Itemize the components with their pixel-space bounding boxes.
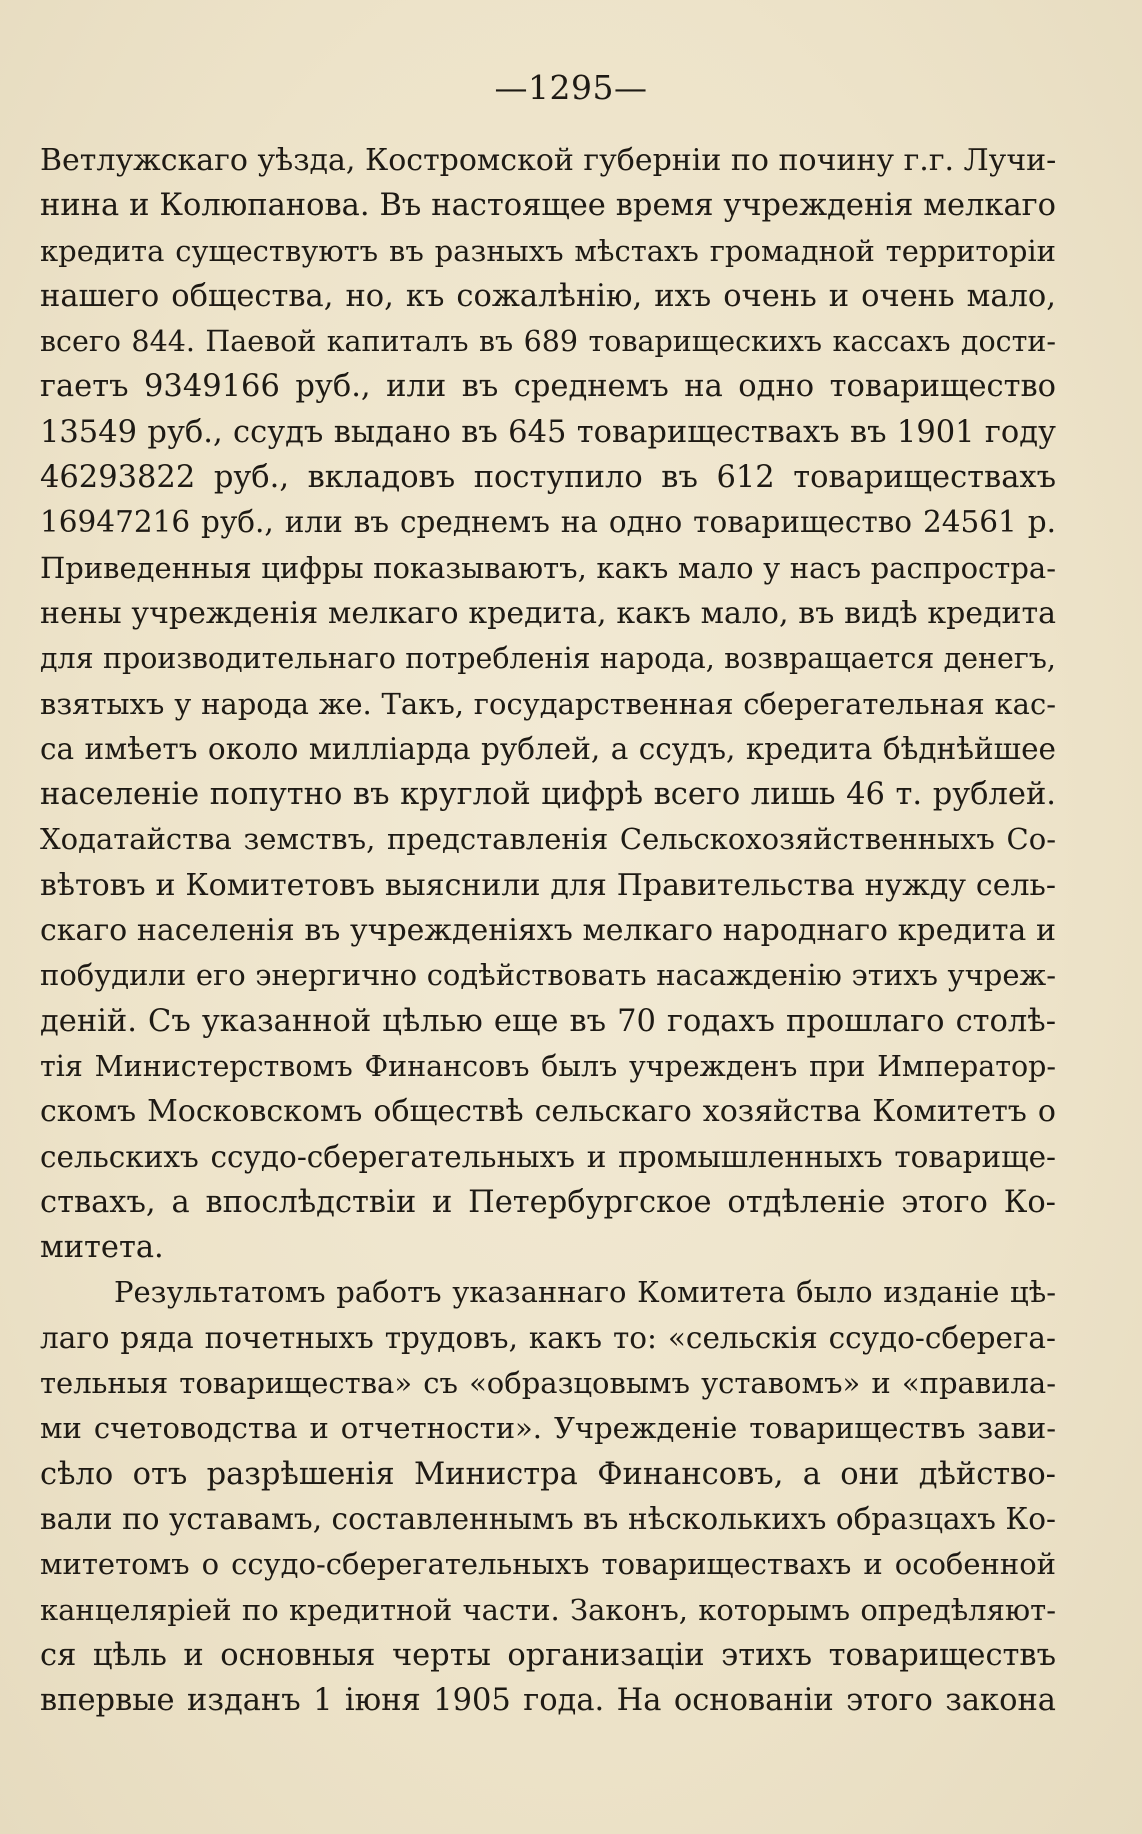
text-line: са имѣетъ около милліарда рублей, а ссудъ, кредита бѣднѣйшее xyxy=(40,731,1056,766)
text-line: вали по уставамъ, составленнымъ въ нѣсколькихъ образцахъ Ко- xyxy=(40,1501,1056,1536)
text-line: гаетъ 9349166 руб., или въ среднемъ на одно товарищество xyxy=(40,369,1056,405)
text-line: скомъ Московскомъ обществѣ сельскаго хозяйства Комитетъ о xyxy=(40,1094,1056,1130)
text-line: побудили его энергично содѣйствовать насажденію этихъ учреж- xyxy=(40,958,1056,993)
text-line: сельскихъ ссудо-сберегательныхъ и промышленныхъ товарище- xyxy=(40,1139,1056,1174)
text-line: 13549 руб., ссудъ выдано въ 645 товариществахъ въ 1901 году xyxy=(40,414,1056,450)
text-line: всего 844. Паевой капиталъ въ 689 товарищескихъ кассахъ дости- xyxy=(40,325,1056,359)
text-line: вѣтовъ и Комитетовъ выяснили для Правительства нужду сель- xyxy=(40,867,1056,903)
text-line: нашего общества, но, къ сожалѣнію, ихъ очень и очень мало, xyxy=(40,278,1056,314)
text-line: Приведенныя цифры показываютъ, какъ мало у насъ распростра- xyxy=(40,550,1056,585)
text-line: 16947216 руб., или въ среднемъ на одно товарищество 24561 р. xyxy=(40,505,1056,540)
text-line: ся цѣль и основныя черты организаціи этихъ товариществъ xyxy=(40,1637,1056,1673)
text-body xyxy=(40,138,1056,1723)
text-line: Ходатайства земствъ, представленія Сельскохозяйственныхъ Со- xyxy=(40,822,1056,857)
text-line: деній. Съ указанной цѣлью еще въ 70 годахъ прошлаго столѣ- xyxy=(40,1003,1056,1039)
text-line: нены учрежденія мелкаго кредита, какъ мало, въ видѣ кредита xyxy=(40,595,1056,631)
text-line: 46293822 руб., вкладовъ поступило въ 612 товариществахъ xyxy=(40,460,1056,496)
page-number: —1295— xyxy=(494,68,648,107)
text-line: тія Министерствомъ Финансовъ былъ учрежденъ при Император- xyxy=(40,1049,1056,1083)
text-line: населеніе попутно въ круглой цифрѣ всего лишь 46 т. рублей. xyxy=(40,777,1056,813)
text-line: ми счетоводства и отчетности». Учрежденіе товариществъ зави- xyxy=(40,1411,1056,1446)
text-line: тельныя товарищества» съ «образцовымъ уставомъ» и «правила- xyxy=(40,1366,1056,1401)
text-line: сѣло отъ разрѣшенія Министра Финансовъ, а они дѣйство- xyxy=(40,1456,1056,1492)
text-line: Ветлужскаго уѣзда, Костромской губерніи по почину г.г. Лучи- xyxy=(40,143,1057,178)
text-line-paragraph-end: митета. xyxy=(40,1230,164,1266)
text-line: канцеляріей по кредитной части. Законъ, которымъ опредѣляют- xyxy=(40,1592,1056,1627)
text-line: нина и Колюпанова. Въ настоящее время учрежденія мелкаго xyxy=(40,188,1056,224)
text-line-paragraph-start: Результатомъ работъ указаннаго Комитета было изданіе цѣ- xyxy=(114,1275,1056,1310)
text-line: взятыхъ у народа же. Такъ, государственная сберегательная кас- xyxy=(40,686,1056,721)
text-line: митетомъ о ссудо-сберегательныхъ товариществахъ и особенной xyxy=(40,1547,1056,1582)
text-line: впервые изданъ 1 іюня 1905 года. На основаніи этого закона xyxy=(40,1683,1056,1719)
text-line: ствахъ, а впослѣдствіи и Петербургское отдѣленіе этого Ко- xyxy=(40,1184,1056,1220)
text-line: для производительнаго потребленія народа, возвращается денегъ, xyxy=(40,642,1056,676)
text-line: кредита существуютъ въ разныхъ мѣстахъ громадной территоріи xyxy=(40,233,1056,268)
text-line: лаго ряда почетныхъ трудовъ, какъ то: «сельскія ссудо-сберега- xyxy=(40,1320,1056,1355)
text-line: скаго населенія въ учрежденіяхъ мелкаго народнаго кредита и xyxy=(40,913,1056,949)
